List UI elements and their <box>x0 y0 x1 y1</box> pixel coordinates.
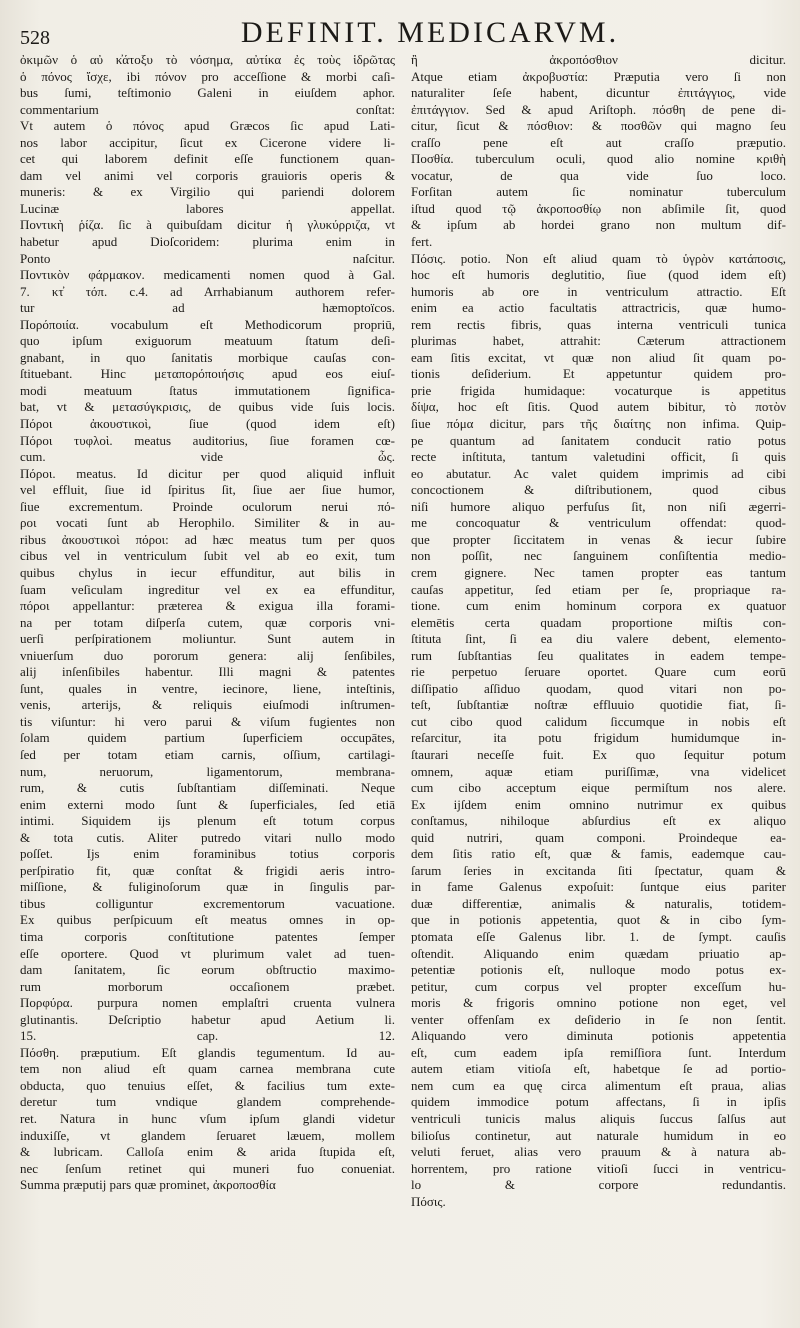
text-line: citur, ſicut & πόσθιον: & ποσθῶν qui magno ſeu <box>411 118 786 134</box>
text-line: Πορόποιία. vocabulum eſt Methodicorum propriū, <box>20 316 395 332</box>
text-line: nem cum ea quę circa alimentum eſt praua, alias <box>411 1077 786 1093</box>
text-line: dam vel animi vel corporis grauioris operis & <box>20 167 395 183</box>
text-line: Πόσις. <box>411 1193 446 1209</box>
text-line: tur ad hæmoptoïcos. <box>20 300 395 316</box>
text-line: quo ipſum exiguorum meatuum ſtatum deſi- <box>20 333 395 349</box>
text-line: fert. <box>411 234 433 250</box>
text-line: veluti feruet, alias vero prauum & à natura ab- <box>411 1144 786 1160</box>
text-line: Πόροι. meatus. Id dicitur per quod aliquid influit <box>20 465 395 481</box>
text-line: moris & frigoris omnino potione non eget, vel <box>411 995 786 1011</box>
text-line: cut cibo quod calidum ſiccumque in nobis eſt <box>411 713 786 729</box>
text-line: vocatur, de qua vide ſuo loco. <box>411 167 786 183</box>
right-column <box>411 52 786 1322</box>
text-line: poſſet. Ijs enim foraminibus totius corporis <box>20 846 395 862</box>
text-line: dam ſanitatem, ſic eorum obſtructio maximo- <box>20 962 395 978</box>
text-line: venter offenſam ex deſiderio in ſe non ſentit. <box>411 1011 786 1027</box>
text-line: reſarcitur, ita potu frigidum humidumque in- <box>411 730 786 746</box>
text-line: ſunt, quales in ventre, iecinore, liene, inteſtinis, <box>20 680 395 696</box>
text-line: quidem immodice potum affectans, ſi in ipſis <box>411 1094 786 1110</box>
text-line: dem ſitis ratio eſt, quæ & famis, eademque cau- <box>411 846 786 862</box>
text-line: Πορφύρα. purpura nomen emplaſtri cruenta vulnera <box>20 995 395 1011</box>
text-line: in fame Galenus expoſuit: ſuntque eius pariter <box>411 879 786 895</box>
text-line: bat, vt & μετασύγκρισις, de quibus vide ſuis locis. <box>20 399 395 415</box>
left-column <box>20 52 395 1322</box>
text-line: ſolam quidem partium ſuperficiem occupātes, <box>20 730 395 746</box>
text-line: eſſe oportere. Quod vt plurimum valet ad tuen- <box>20 945 395 961</box>
text-line: que propter ſiccitatem in venas & iecur ſubire <box>411 531 786 547</box>
text-line: cum. vide ὦς. <box>20 449 395 465</box>
text-line: venis, arterijs, & reliquis eiuſmodi inſtrumen- <box>20 697 395 713</box>
text-line: cet qui laborem definit eſſe functionem quan- <box>20 151 395 167</box>
page-number: 528 <box>20 27 50 49</box>
text-line: δίψα, hoc eſt ſitis. Quod autem bibitur, τὸ ποτὸν <box>411 399 786 415</box>
text-line: ſuam veſiculam ingreditur vel ex ea effunditur, <box>20 581 395 597</box>
text-line: na per totam diſperſa cutem, quæ corporis vni- <box>20 614 395 630</box>
text-line: ὁ πόνος ἴσχε, ibi πόνον pro acceſſione & morbi caſi- <box>20 68 395 84</box>
text-line: πόροι appellantur: præterea & exigua illa forami- <box>20 598 395 614</box>
text-line: ret. Natura in hunc vſum ipſum glandi videtur <box>20 1111 395 1126</box>
text-line: eam ſitis excitat, vt quæ non aliud ſit quam po- <box>411 349 786 365</box>
text-line: Ex ijſdem enim omnino nutrimur ex quibus <box>411 796 786 812</box>
text-line: elemētis certa quadam proportione miſtis con- <box>411 614 786 630</box>
text-line: Πόσθη. præputium. Eſt glandis tegumentum. Id au- <box>20 1044 395 1060</box>
text-line: diſſipatio aſſiduo quodam, quod vitari non po- <box>411 680 786 696</box>
text-line: eo abutatur. Ac valet quidem imprimis ad cibi <box>411 465 786 481</box>
text-line: Ponto naſcitur. <box>20 250 395 266</box>
text-line: ὀκιμῶν ὁ αὐ κ̓άτοξυ τὸ νόσημα, αὐτίκα ἐς τοὺς ἱδρῶτας <box>20 52 395 67</box>
text-line: bilioſus continetur, aut naturale humidum in eo <box>411 1127 786 1143</box>
text-line: Ποσθία. tuberculum oculi, quod alio nomine κριθὴ <box>411 151 786 167</box>
text-line: rum, & cutis ſubſtantiam diſſeminati. Neque <box>20 780 395 796</box>
text-line: nos labor accipitur, ſicut ex Cicerone videre li- <box>20 134 395 150</box>
page-header <box>20 6 780 50</box>
text-line: num, neruorum, ligamentorum, membrana- <box>20 763 395 779</box>
text-line: ροι vocati ſunt ab Herophilo. Similiter & in au- <box>20 515 395 531</box>
text-line: niſi humore aliquo perfuſus ſit, non niſi ægerri- <box>411 498 786 514</box>
text-line: habetur apud Dioſcoridem: plurima enim in <box>20 234 395 250</box>
text-line: ſtituta ſint, ſi ea diu valere debent, elemento- <box>411 631 786 647</box>
text-line: cum cibo acceptum eique permiſtum nos alere. <box>411 780 786 796</box>
text-line: alij inſenſibiles habentur. Illi magni & patentes <box>20 664 395 680</box>
text-line: duæ differentiæ, animalis & naturalis, totidem- <box>411 895 786 911</box>
text-line: petitur, cum corpus vel propter exceſſum hu- <box>411 978 786 994</box>
text-line: petentiæ potionis eſt, nulloque modo potus ex- <box>411 962 786 978</box>
text-line: eſt, cum eadem ipſa remiſſiora ſunt. Interdum <box>411 1044 786 1060</box>
text-line: omnem, aquæ etiam puriſſimæ, vna videlicet <box>411 763 786 779</box>
text-line: ventriculi tunicis malus aliquis ſuccus ſalſus aut <box>411 1111 786 1126</box>
text-line: Lucinæ labores appellat. <box>20 200 395 216</box>
text-line: enim ea actio facultatis attractricis, quæ humo- <box>411 300 786 316</box>
text-line: ribus ἀκουστικοὶ πόροι: ad hæc meatus tum per quos <box>20 531 395 547</box>
text-line: naturaliter ſeſe habent, dicuntur ἐπιτάγγιος, vide <box>411 85 786 101</box>
text-line: Forſitan autem ſic nominatur tuberculum <box>411 184 786 200</box>
text-line: vniuerſum duo pororum genera: alij ſenſibiles, <box>20 647 395 663</box>
text-line: & lubricam. Calloſa enim & arida ſtupida eſt, <box>20 1144 395 1160</box>
text-line: ſarum ſeries in excitanda ſiti ſpectatur, quam & <box>411 862 786 878</box>
text-line: tem non aliud eſt quam carnea membrana cute <box>20 1061 395 1077</box>
text-line: prie frigida humidaque: vocaturque is appetitus <box>411 382 786 398</box>
text-line: Vt autem ὁ πόνος apud Græcos ſic apud Lati- <box>20 118 395 134</box>
text-line: horrentem, pro ratione vitioſi ſucci in ventricu- <box>411 1160 786 1176</box>
text-columns <box>20 52 786 1322</box>
text-line: iſtud quod τῷ ἀκροποσθίῳ non abſimile ſit, quod <box>411 200 786 216</box>
text-line: & tota cutis. Aliter putredo vitari nullo modo <box>20 829 395 845</box>
text-line: bus ſumi, teſtimonio Galeni in eiuſdem aphor. <box>20 85 395 101</box>
text-line: modi meatuum ſtatus immutationem ſignifica- <box>20 382 395 398</box>
text-line: humoris ab ore in ventriculum attractio. Eſt <box>411 283 786 299</box>
text-line: que in potionis appetentia, quot & in cibo ſym- <box>411 912 786 928</box>
text-line: concoctionem & diſtributionem, quod cibus <box>411 482 786 498</box>
text-line: Summa præputij pars quæ prominet, ἀκροποσθία <box>20 1177 276 1193</box>
text-line: induxiſſe, vt glandem ſeruaret læuem, mollem <box>20 1127 395 1143</box>
text-line: glutinantis. Deſcriptio habetur apud Aetium li. <box>20 1011 395 1027</box>
text-line: enim externi modo ſunt & ſuperficiales, ſed etiā <box>20 796 395 812</box>
text-line: 7. κτ̓ τόπ. c.4. ad Arrhabianum authorem refer- <box>20 283 395 299</box>
text-line: Ex quibus perſpicuum eſt meatus omnes in op- <box>20 912 395 928</box>
text-line: Ποντικὴ ῥίζα. ſic à quibuſdam dicitur ἡ γλυκύρριζα, vt <box>20 217 395 233</box>
text-line: vel effluit, ſiue id ſpiritus ſit, ſiue aer ſiue humor, <box>20 482 395 498</box>
text-line: deretur tum vndique glandem comprehende- <box>20 1094 395 1110</box>
text-line: ptomata eſſe Galenus libr. 1. de ſympt. cauſis <box>411 928 786 944</box>
text-line: Πόροι τυφλοὶ. meatus auditorius, ſiue foramen cœ- <box>20 432 395 448</box>
text-line: tione. cum enim hominum corpora ex quatuor <box>411 598 786 614</box>
text-line: ſtituebant. Hinc μεταπορόποιήσις apud eos eiuſ- <box>20 366 395 382</box>
text-line: quibus chylus in iecur effunditur, aut bilis in <box>20 564 395 580</box>
text-line: ſiue πόμα dicitur, pars τῆς διαίτης non infima. Quip- <box>411 416 786 432</box>
text-line: Aliquando vero diminuta potionis appetentia <box>411 1028 786 1044</box>
text-line: rie perpetuo ſeruare oportet. Quare cum eorū <box>411 664 786 680</box>
text-line: tis viſuntur: hi vero parui & viſum fugientes non <box>20 713 395 729</box>
text-line: ſed per totam etiam carnis, oſſium, cartilagi- <box>20 746 395 762</box>
text-line: muneris: & ex Virgilio qui pariendi dolorem <box>20 184 395 200</box>
text-line: non poſſit, nec ſanguinem conſiſtentia medio- <box>411 548 786 564</box>
text-line: rem rectis fibris, quas interna ventriculi tunica <box>411 316 786 332</box>
text-line: 15. cap. 12. <box>20 1028 395 1044</box>
text-line: gnabant, in quo ſanitatis morbique cauſas con- <box>20 349 395 365</box>
text-line: craſſo pene eſt aut craſſo præputio. <box>411 134 786 150</box>
text-line: autem etiam vitioſa eſt, habetque ſe ad portio- <box>411 1061 786 1077</box>
text-line: cauſas appetitur, ſed etiam per ſe, propriaque ra- <box>411 581 786 597</box>
text-line: Atque etiam ἀκροβυστία: Præputia vero ſi non <box>411 68 786 84</box>
text-line: miſſione, & fuliginoſorum quæ in ſingulis par- <box>20 879 395 895</box>
text-line: lo & corpore redundantis. <box>411 1177 786 1193</box>
text-line: oſtendit. Aliquando enim quædam priuatio ap- <box>411 945 786 961</box>
text-line: obducta, quo tenuius eſſet, & facilius tum exte- <box>20 1077 395 1093</box>
text-line: teſt, ſubſtantiæ noſtræ effluuio quotidie fiat, ſi- <box>411 697 786 713</box>
text-line: tibus colliguntur excrementorum vacuatione. <box>20 895 395 911</box>
running-head: DEFINIT. MEDICARVM. <box>240 16 620 49</box>
text-line: ἢ ἀκροπόσθιον dicitur. <box>411 52 786 67</box>
text-line: commentarium conſtat: <box>20 101 395 117</box>
text-line: quid nutriri, quam componi. Proindeque ea- <box>411 829 786 845</box>
text-line: perſpiratio fit, quæ conſtat & frigidi aeris intro- <box>20 862 395 878</box>
text-line: rum morborum occaſionem præbet. <box>20 978 395 994</box>
text-line: tionis deſiderium. Et appetuntur quidem pro- <box>411 366 786 382</box>
text-line: ſtaurari neceſſe fuit. Ex quo ſequitur potum <box>411 746 786 762</box>
text-line: crem gignere. Nec tamen propter eas tantum <box>411 564 786 580</box>
text-line: recte inſtituta, tantum valetudini officit, ſi quis <box>411 449 786 465</box>
text-line: & ipſum ab hordei grano non multum dif- <box>411 217 786 233</box>
text-line: ἐπιτάγγιον. Sed & apud Ariſtoph. πόσθη de pene di- <box>411 101 786 117</box>
text-line: Πόσις. potio. Non eſt aliud quam τὸ ὑγρὸν κατάποσις, <box>411 250 786 266</box>
text-line: Πόροι ἀκουστικοὶ, ſiue (quod idem eſt) <box>20 416 395 432</box>
text-line: nec ſenſum retinet qui muneri fuo conueniat. <box>20 1160 395 1176</box>
text-line: ſiue excrementum. Proinde oculorum nerui πό- <box>20 498 395 514</box>
text-line: Ποντικὸν φάρμακον. medicamenti nomen quod à Gal. <box>20 267 395 283</box>
text-line: hoc eſt humoris deglutitio, ſiue (quod idem eſt) <box>411 267 786 283</box>
text-line: rum ſubſtantias ſeu qualitates in eadem tempe- <box>411 647 786 663</box>
text-line: conſtamus, nihiloque abſurdius eſt ex aliquo <box>411 813 786 829</box>
text-line: tima corporis conſtitutione patentes ſemper <box>20 928 395 944</box>
text-line: me concoquatur & ventriculum offendat: quod- <box>411 515 786 531</box>
text-line: pe quantum ad ſanitatem conducit ratio potus <box>411 432 786 448</box>
text-line: uerſi perſpirationem moliuntur. Sunt autem in <box>20 631 395 647</box>
text-line: cibus vel in ventriculum ſubit vel ab eo exit, tum <box>20 548 395 564</box>
text-line: intimi. Siquidem ijs plenum eſt totum corpus <box>20 813 395 829</box>
text-line: plurimas habet, attrahit: Cæterum attractionem <box>411 333 786 349</box>
